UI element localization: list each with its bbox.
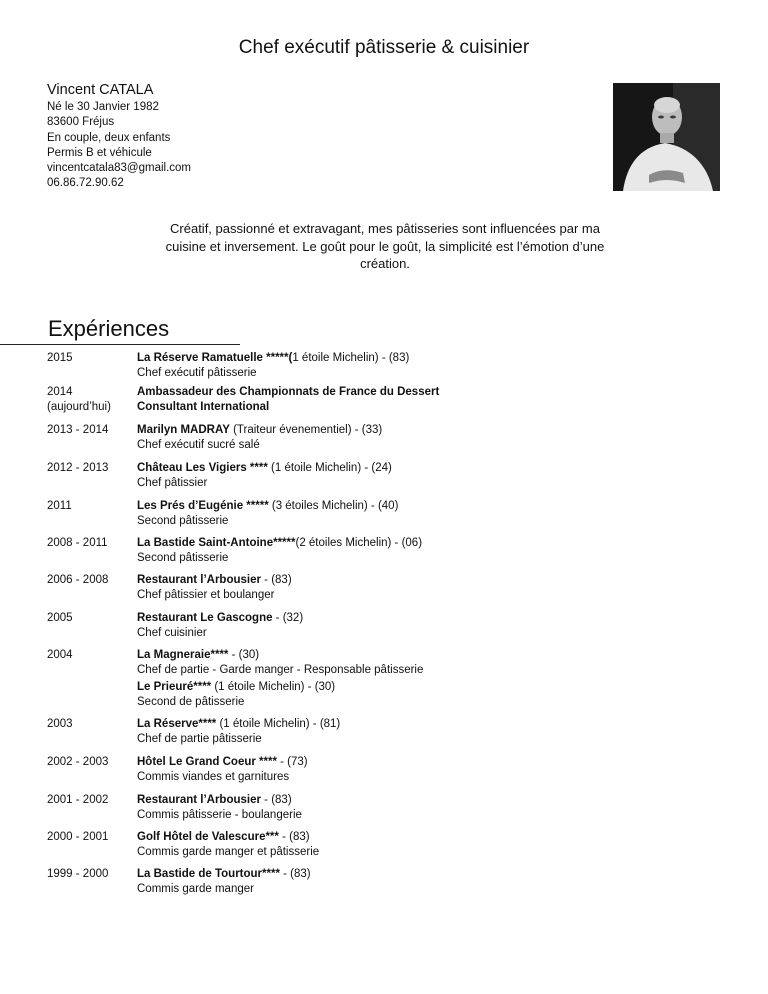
experience-info: (Traiteur évenementiel) - (33) — [229, 424, 383, 436]
experience-detail — [137, 830, 697, 860]
experience-date: 2003 — [47, 718, 73, 730]
experience-place: Les Prés d’Eugénie ***** — [137, 500, 269, 512]
experience-place: Marilyn MADRAY — [137, 424, 230, 436]
birth-date: Né le 30 Janvier 1982 — [47, 101, 159, 113]
experience-role: Consultant International — [137, 401, 270, 413]
experience-place: Hôtel Le Grand Coeur **** — [137, 756, 277, 768]
experience-info: - (83) — [264, 794, 292, 806]
experience-date: 2008 - 2011 — [47, 537, 108, 549]
experience-date: 1999 - 2000 — [47, 868, 109, 880]
experience-place: Restaurant l’Arbousier — [137, 794, 265, 806]
experience-date: 2005 — [47, 612, 73, 624]
section-title-experiences: Expériences — [48, 316, 170, 341]
experience-info: - (83) — [278, 831, 310, 843]
experience-role: Second de pâtisserie — [137, 696, 245, 708]
experience-role: Chef exécutif pâtisserie — [137, 367, 257, 379]
experience-info: (2 étoiles Michelin) - (06) — [295, 537, 423, 549]
bio-paragraph: Créatif, passionné et extravagant, mes pâtisseries sont influencées par ma cuisine et inversement. Le goût pour le goût, la simplicité est l’émotion d’une création. — [165, 221, 605, 271]
experience-info: - (83) — [279, 868, 311, 880]
experience-info: - (83) — [264, 574, 292, 586]
experience-role: Second pâtisserie — [137, 515, 229, 527]
experience-detail — [137, 461, 697, 491]
experience-role: Commis pâtisserie - boulangerie — [137, 809, 302, 821]
experience-info: - (32) — [272, 612, 304, 624]
profile-photo — [613, 83, 720, 191]
experience-role: Chef de partie - Garde manger - Responsable pâtisserie — [137, 664, 424, 676]
experience-detail — [137, 385, 697, 415]
identity-block — [47, 82, 191, 192]
email[interactable]: vincentcatala83@gmail.com — [47, 162, 191, 175]
experience-date: 2014 (aujourd’hui) — [47, 386, 111, 413]
experience-role: Second pâtisserie — [137, 552, 229, 564]
experience-detail — [137, 573, 697, 603]
experience-place: Ambassadeur des Championnats de France du Dessert — [137, 386, 440, 398]
experience-date: 2001 - 2002 — [47, 794, 109, 806]
family-status: En couple, deux enfants — [47, 131, 171, 144]
experience-detail — [137, 611, 697, 641]
experience-date: 2002 - 2003 — [47, 756, 109, 768]
experience-info: (1 étoile Michelin) - (81) — [216, 718, 341, 730]
experience-info: (1 étoile Michelin) - (30) — [211, 681, 336, 693]
experience-date: 2015 — [47, 352, 73, 364]
experience-detail — [137, 680, 697, 710]
experience-role: Commis garde manger et pâtisserie — [137, 846, 320, 858]
experience-place: Château Les Vigiers **** — [137, 462, 268, 474]
phone: 06.86.72.90.62 — [47, 177, 124, 190]
experience-info: 1 étoile Michelin) - (83) — [292, 352, 410, 364]
experience-place: Restaurant Le Gascogne — [137, 612, 273, 624]
experience-detail — [137, 755, 697, 785]
experience-info: - (73) — [276, 756, 308, 768]
experience-detail — [137, 536, 697, 566]
experience-place: Restaurant l’Arbousier — [137, 574, 265, 586]
experience-role: Chef de partie pâtisserie — [137, 733, 262, 745]
experience-place: La Réserve**** — [137, 718, 217, 730]
experience-role: Commis garde manger — [137, 883, 254, 895]
experience-detail — [137, 423, 697, 453]
experience-place: Golf Hôtel de Valescure*** — [137, 831, 279, 843]
experience-info: - (30) — [228, 649, 260, 661]
experience-detail — [137, 499, 697, 529]
experience-place: Le Prieuré**** — [137, 681, 212, 693]
experience-place: La Magneraie**** — [137, 649, 229, 661]
experience-detail — [137, 351, 697, 381]
experience-date: 2013 - 2014 — [47, 424, 109, 436]
experience-role: Chef pâtissier — [137, 477, 208, 489]
address: 83600 Fréjus — [47, 116, 115, 129]
driving-licence: Permis B et véhicule — [47, 146, 152, 159]
experience-date: 2006 - 2008 — [47, 574, 109, 586]
person-name: Vincent CATALA — [47, 82, 154, 98]
experience-detail — [137, 867, 697, 897]
experience-date: 2012 - 2013 — [47, 462, 109, 474]
experience-place: La Bastide Saint-Antoine***** — [137, 537, 296, 549]
experience-date: 2004 — [47, 649, 73, 661]
experience-role: Chef exécutif sucré salé — [137, 439, 260, 451]
page-title: Chef exécutif pâtisserie & cuisinier — [238, 37, 530, 58]
experience-role: Chef pâtissier et boulanger — [137, 589, 275, 601]
section-divider — [0, 344, 240, 345]
experience-detail — [137, 648, 697, 678]
experience-date: 2000 - 2001 — [47, 831, 109, 843]
experience-detail — [137, 793, 697, 823]
experience-detail — [137, 717, 697, 747]
experience-role: Commis viandes et garnitures — [137, 771, 290, 783]
experience-place: La Bastide de Tourtour**** — [137, 868, 280, 880]
experience-info: (1 étoile Michelin) - (24) — [267, 462, 392, 474]
experience-date: 2011 — [47, 500, 72, 512]
experience-place: La Réserve Ramatuelle *****( — [137, 352, 293, 364]
experience-role: Chef cuisinier — [137, 627, 207, 639]
experience-info: (3 étoiles Michelin) - (40) — [268, 500, 399, 512]
